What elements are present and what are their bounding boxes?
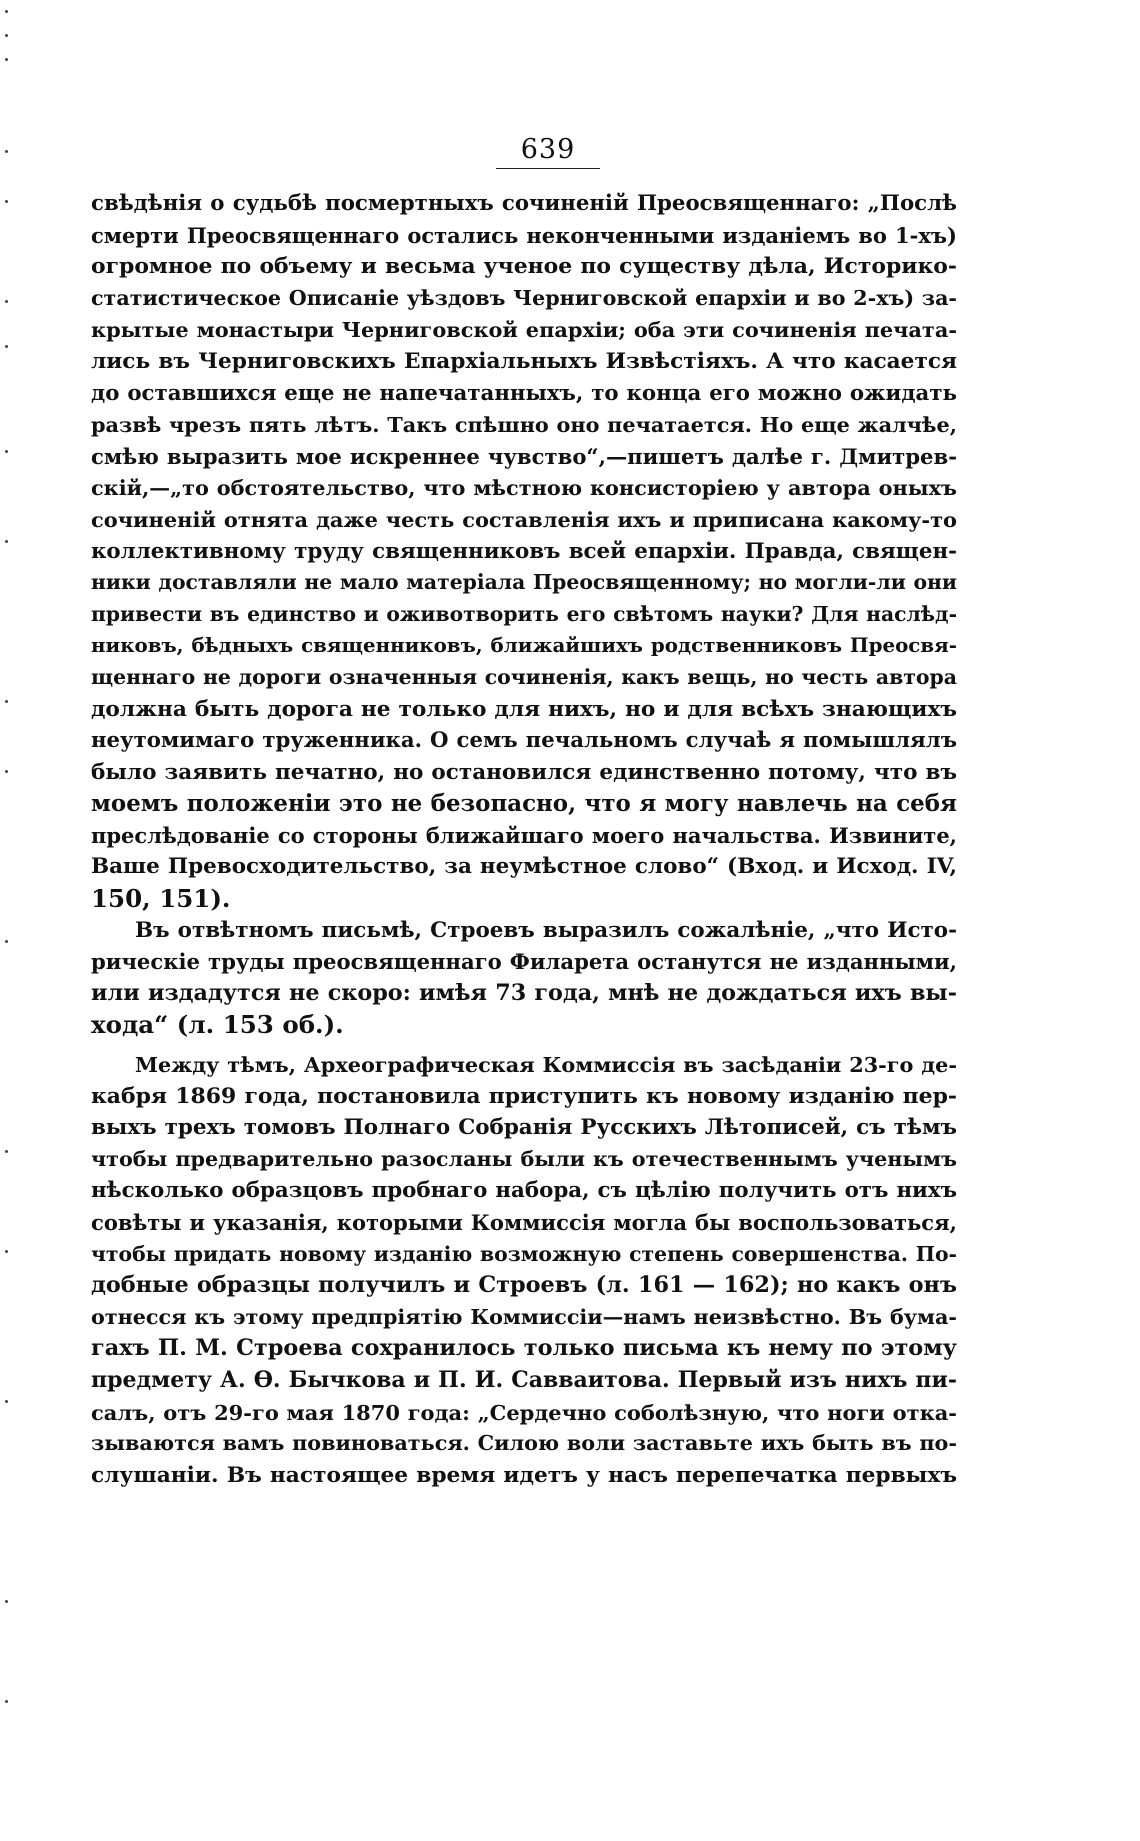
text-line: отнесся къ этому предпріятію Коммиссіи—намъ неизвѣстно. Въ бума- bbox=[91, 1304, 957, 1329]
text-line: преслѣдованіе со стороны ближайшаго моего начальства. Извините, bbox=[91, 822, 957, 848]
text-line: щеннаго не дороги означенныя сочиненія, какъ вещь, но честь автора bbox=[91, 664, 957, 689]
left-margin-marks bbox=[0, 0, 14, 1841]
page-number: 639 bbox=[520, 134, 576, 165]
text-line: было заявить печатно, но остановился единственно потому, что въ bbox=[91, 759, 957, 785]
text-line: чтобы предварительно разосланы были къ отечественнымъ ученымъ bbox=[91, 1146, 957, 1171]
text-line: чтобы придать новому изданію возможную степень совершенства. По- bbox=[91, 1241, 957, 1266]
text-line: смѣю выразить мое искреннее чувство“,—пишетъ далѣе г. Дмитрев- bbox=[91, 443, 957, 469]
text-line: Въ отвѣтномъ письмѣ, Строевъ выразилъ сожалѣніе, „что Исто- bbox=[135, 917, 957, 943]
page-number-rule bbox=[496, 168, 600, 169]
text-line: огромное по объему и весьма ученое по существу дѣла, Историко- bbox=[91, 253, 957, 280]
text-line: совѣты и указанія, которыми Коммиссія могла бы воспользоваться, bbox=[91, 1210, 957, 1235]
text-line: рическіе труды преосвященнаго Филарета останутся не изданными, bbox=[91, 949, 957, 975]
text-line: свѣдѣнія о судьбѣ посмертныхъ сочиненій Преосвященнаго: „Послѣ bbox=[91, 191, 957, 216]
text-line: ники доставляли не мало матеріала Преосвященному; но могли-ли они bbox=[91, 570, 957, 595]
text-line: хода“ (л. 153 об.). bbox=[91, 1010, 344, 1040]
text-line: неутомимаго труженника. О семъ печальномъ случаѣ я помышлялъ bbox=[91, 728, 957, 754]
text-line: добные образцы получилъ и Строевъ (л. 161 — 162); но какъ онъ bbox=[91, 1272, 957, 1299]
text-line: моемъ положеніи это не безопасно, что я могу навлечь на себя bbox=[91, 790, 957, 818]
text-line: слушаніи. Въ настоящее время идетъ у насъ перепечатка первыхъ bbox=[91, 1462, 957, 1488]
text-line: Между тѣмъ, Археографическая Коммиссія въ засѣданіи 23-го де- bbox=[135, 1052, 957, 1078]
text-line: коллективному труду священниковъ всей епархіи. Правда, священ- bbox=[91, 538, 957, 564]
text-line: сочиненій отнята даже честь составленія ихъ и приписана какому-то bbox=[91, 506, 957, 532]
text-line: салъ, отъ 29-го мая 1870 года: „Сердечно соболѣзную, что ноги отка- bbox=[91, 1399, 957, 1425]
text-line: лись въ Черниговскихъ Епархіальныхъ Извѣстіяхъ. А что касается bbox=[91, 348, 957, 374]
text-line: гахъ П. М. Строева сохранилось только письма къ нему по этому bbox=[91, 1335, 957, 1362]
text-line: привести въ единство и оживотворить его свѣтомъ науки? Для наслѣд- bbox=[91, 601, 957, 626]
text-line: кабря 1869 года, постановила приступить къ новому изданію пер- bbox=[91, 1082, 957, 1109]
text-line: или издадутся не скоро: имѣя 73 года, мнѣ не дождаться ихъ вы- bbox=[91, 979, 957, 1006]
paragraph-gap bbox=[91, 1041, 957, 1049]
text-line: скій,—„то обстоятельство, что мѣстною консисторіею у автора оныхъ bbox=[91, 475, 957, 501]
text-line: никовъ, бѣдныхъ священниковъ, ближайшихъ родственниковъ Преосвя- bbox=[91, 633, 957, 658]
text-line: 150, 151). bbox=[91, 884, 231, 914]
text-line: зываются вамъ повиноваться. Силою воли заставьте ихъ быть въ по- bbox=[91, 1431, 957, 1456]
text-line: нѣсколько образцовъ пробнаго набора, съ цѣлію получить отъ нихъ bbox=[91, 1178, 957, 1204]
text-line: выхъ трехъ томовъ Полнаго Собранія Русскихъ Лѣтописей, съ тѣмъ bbox=[91, 1115, 957, 1141]
text-line: до оставшихся еще не напечатанныхъ, то конца его можно ожидать bbox=[91, 380, 957, 406]
text-line: крытые монастыри Черниговской епархіи; оба эти сочиненія печата- bbox=[91, 317, 957, 343]
text-line: статистическое Описаніе уѣздовъ Черниговской епархіи и во 2-хъ) за- bbox=[91, 285, 957, 310]
text-line: должна быть дорога не только для нихъ, но и для всѣхъ знающихъ bbox=[91, 696, 957, 722]
text-line: смерти Преосвященнаго остались неконченными изданіемъ во 1-хъ) bbox=[91, 222, 957, 248]
body-text bbox=[91, 188, 957, 1491]
text-line: предмету А. Ѳ. Бычкова и П. И. Савваитова. Первый изъ нихъ пи- bbox=[91, 1366, 957, 1393]
text-line: развѣ чрезъ пять лѣтъ. Такъ спѣшно оно печатается. Но еще жалчѣе, bbox=[91, 412, 957, 438]
text-line: Ваше Превосходительство, за неумѣстное слово“ (Вход. и Исход. IV, bbox=[91, 854, 957, 880]
